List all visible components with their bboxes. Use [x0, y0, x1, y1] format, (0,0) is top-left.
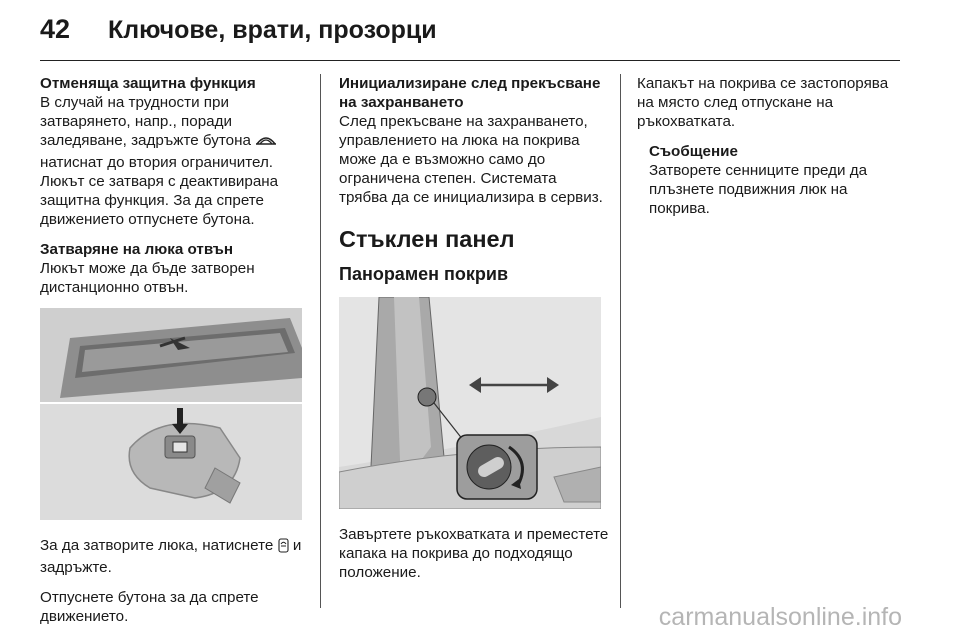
paragraph-text: В случай на трудности при затварянето, напр., поради заледяване, задръжте бутона — [40, 94, 251, 149]
page-header — [40, 14, 437, 54]
chapter-heading: Стъклен панел — [339, 226, 515, 252]
column-right — [637, 74, 907, 218]
paragraph-text: натиснат до втория ограничител. Люкът се затваря с деактивирана защитна функция. За да спрете движението отпуснете бутона. — [40, 154, 279, 228]
panoramic-roof-illustration — [339, 297, 601, 509]
section-heading: Затваряне на люка отвън — [40, 241, 234, 258]
subsection-heading: Панорамен покрив — [339, 264, 509, 284]
sunroof-key-illustration — [40, 308, 302, 520]
note-box — [649, 142, 907, 218]
page-title: Ключове, врати, прозорци — [108, 16, 437, 44]
page-number: 42 — [40, 14, 71, 44]
column-middle — [339, 74, 609, 593]
section-heading: Отменяща защитна функция — [40, 75, 256, 92]
sunroof-button-icon — [255, 134, 277, 153]
watermark: carmanualsonline.info — [658, 603, 902, 631]
note-title: Съобщение — [649, 143, 738, 160]
key-lock-icon — [278, 538, 289, 558]
column-left — [40, 74, 308, 637]
column-divider — [620, 74, 621, 608]
caption: Завъртете ръкохватката и преместете капака на покрива до подходящо положение. — [339, 526, 609, 581]
note-text: Затворете сенниците преди да плъзнете подвижния люк на покрива. — [649, 162, 868, 217]
paragraph: Капакът на покрива се застопорява на място след отпускане на ръкохватката. — [637, 75, 889, 130]
paragraph: След прекъсване на захранването, управлението на люка на покрива може да е възможно само до ограничена степен. Системата трябва да се инициализира в сервиз. — [339, 113, 603, 206]
paragraph — [40, 93, 308, 229]
section-heading: Инициализиране след прекъсване на захранването — [339, 75, 601, 111]
paragraph: Люкът може да бъде затворен дистанционно отвън. — [40, 260, 255, 296]
caption — [40, 536, 308, 577]
caption-text: За да затворите люка, натиснете — [40, 537, 274, 554]
caption-text: и задръжте. — [40, 537, 302, 576]
paragraph: Отпуснете бутона за да спрете движението. — [40, 589, 259, 625]
column-divider — [320, 74, 321, 608]
header-divider — [40, 60, 900, 61]
